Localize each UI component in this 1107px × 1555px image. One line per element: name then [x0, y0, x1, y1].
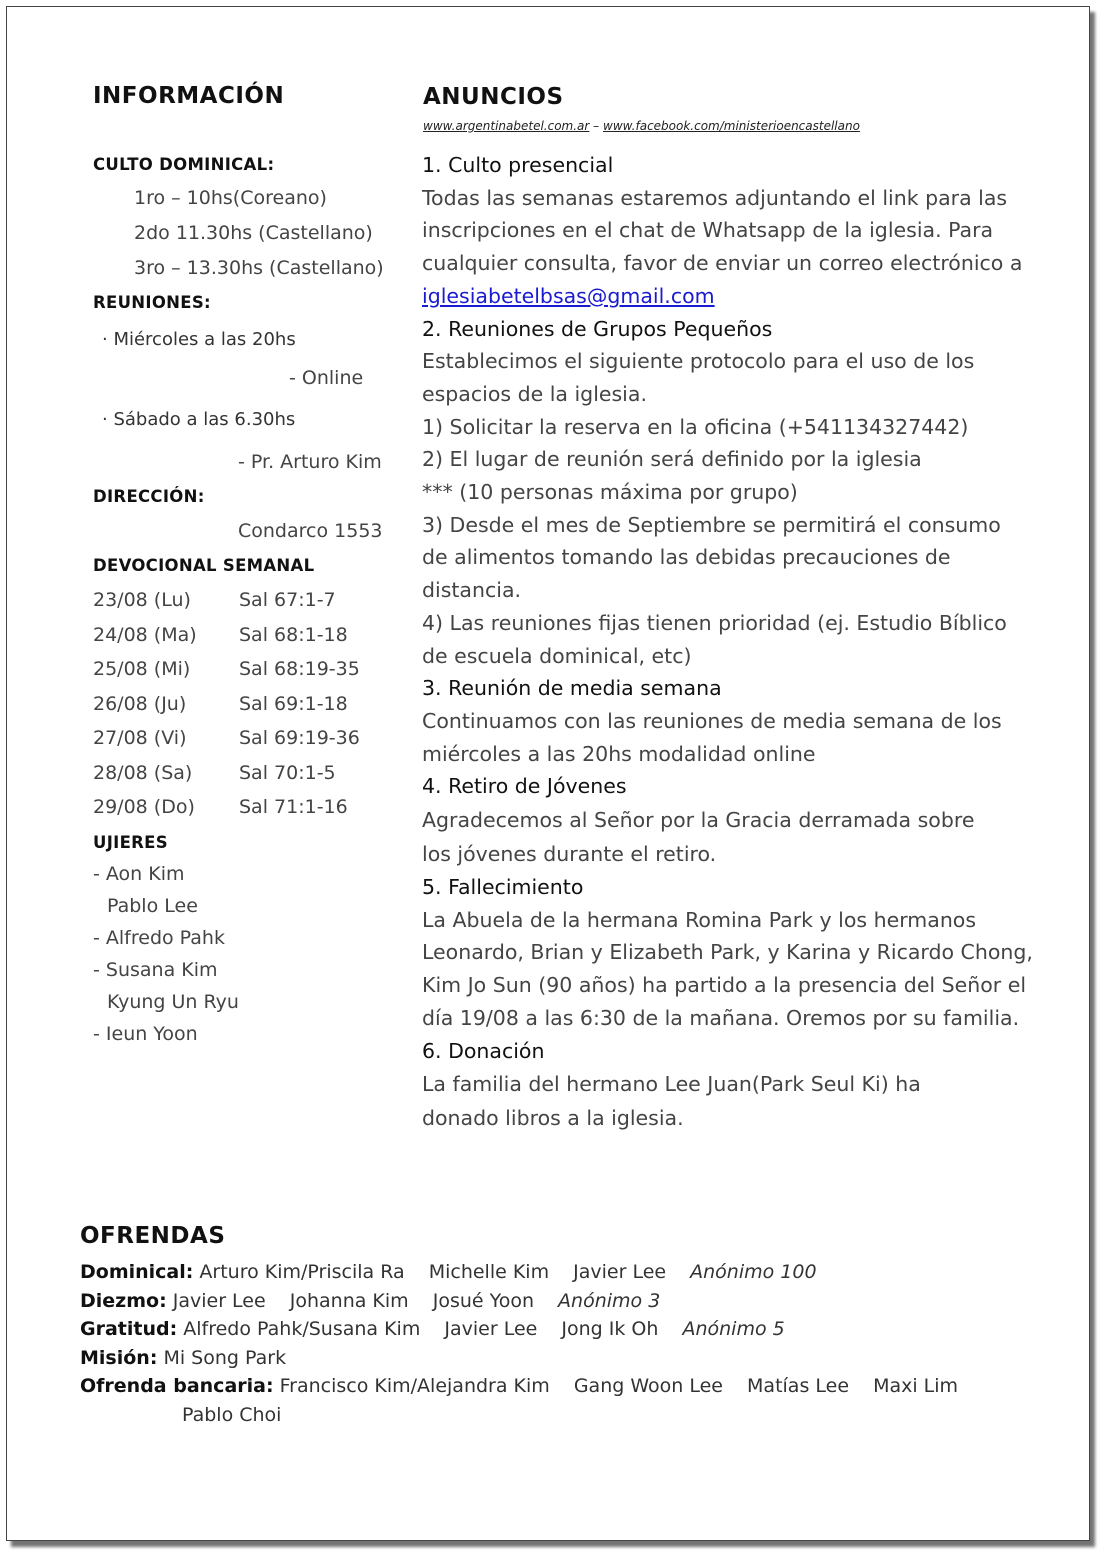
ujier-item: - Alfredo Pahk: [93, 927, 225, 949]
ofrenda-label: Dominical:: [80, 1261, 194, 1283]
ujier-item: - Aon Kim: [93, 863, 185, 885]
devocional-day: 29/08 (Do): [93, 796, 195, 818]
section-line: *** (10 personas máxima por grupo): [422, 480, 798, 505]
ofrenda-row-dominical: [80, 1258, 817, 1287]
ofrenda-name: Jong Ik Oh: [561, 1318, 659, 1340]
reunion-note: - Pr. Arturo Kim: [238, 451, 382, 473]
ofrenda-label: Diezmo:: [80, 1290, 167, 1312]
ofrenda-name: Matías Lee: [747, 1375, 850, 1397]
section-line: de alimentos tomando las debidas precauciones de: [422, 545, 951, 570]
reunion-item: · Miércoles a las 20hs: [102, 329, 296, 350]
culto-item: 1ro – 10hs(Coreano): [134, 187, 327, 209]
facebook-link[interactable]: www.facebook.com/ministerioencastellano: [603, 119, 860, 133]
ofrenda-row-bancaria: [80, 1372, 958, 1401]
ofrenda-label: Gratitud:: [80, 1318, 178, 1340]
ofrenda-name: Maxi Lim: [873, 1375, 959, 1397]
ofrenda-row-mision: [80, 1344, 286, 1373]
ujier-item: Kyung Un Ryu: [107, 991, 239, 1013]
ofrenda-name: Francisco Kim/Alejandra Kim: [279, 1375, 550, 1397]
section-title: 6. Donación: [422, 1038, 545, 1063]
section-title: 4. Retiro de Jóvenes: [422, 774, 627, 799]
section-line: día 19/08 a las 6:30 de la mañana. Oremos por su familia.: [422, 1005, 1020, 1030]
section-line: miércoles a las 20hs modalidad online: [422, 741, 816, 766]
direccion-label: DIRECCIÓN:: [93, 487, 205, 506]
section-line: 2) El lugar de reunión será definido por la iglesia: [422, 447, 922, 472]
link-separator: –: [589, 119, 603, 133]
section-title: 1. Culto presencial: [422, 153, 614, 177]
ujier-item: - Ieun Yoon: [93, 1023, 198, 1045]
reunion-note: - Online: [289, 367, 364, 389]
section-line: La familia del hermano Lee Juan(Park Seul Ki) ha: [422, 1072, 921, 1097]
section-line: distancia.: [422, 578, 522, 603]
ofrenda-row-gratitud: [80, 1315, 785, 1344]
section-line: 4) Las reuniones fijas tienen prioridad (ej. Estudio Bíblico: [422, 610, 1007, 635]
section-line: de escuela dominical, etc): [422, 643, 692, 668]
section-line: La Abuela de la hermana Romina Park y los hermanos: [422, 907, 977, 932]
reunion-item: · Sábado a las 6.30hs: [102, 409, 296, 430]
section-line: 1) Solicitar la reserva en la oficina (+541134327442): [422, 414, 969, 439]
section-line: Agradecemos al Señor por la Gracia derramada sobre: [422, 808, 975, 833]
section-line: Todas las semanas estaremos adjuntando el link para las: [422, 185, 1008, 210]
ofrenda-name: Pablo Choi: [182, 1404, 282, 1426]
ofrenda-name: Arturo Kim/Priscila Ra: [199, 1261, 405, 1283]
devocional-reading: Sal 70:1-5: [239, 762, 336, 784]
devocional-reading: Sal 68:19-35: [239, 658, 360, 680]
section-line: cualquier consulta, favor de enviar un correo electrónico a: [422, 251, 1023, 276]
bulletin-page: [6, 6, 1090, 1541]
ofrenda-anon: Anónimo 100: [690, 1261, 817, 1283]
section-line: los jóvenes durante el retiro.: [422, 842, 717, 867]
ofrenda-anon: Anónimo 3: [558, 1290, 661, 1312]
section-line: 3) Desde el mes de Septiembre se permitirá el consumo: [422, 512, 1001, 537]
ofrenda-label: Ofrenda bancaria:: [80, 1375, 274, 1397]
ofrenda-name: Gang Woon Lee: [573, 1375, 723, 1397]
section-title: 2. Reuniones de Grupos Pequeños: [422, 316, 773, 341]
section-title: 5. Fallecimiento: [422, 875, 584, 900]
ofrenda-name: Alfredo Pahk/Susana Kim: [183, 1318, 421, 1340]
section-line: espacios de la iglesia.: [422, 381, 647, 406]
direccion-value: Condarco 1553: [238, 520, 383, 542]
section-line: Continuamos con las reuniones de media semana de los: [422, 708, 1002, 733]
ofrenda-name: Javier Lee: [573, 1261, 667, 1283]
section-line: Kim Jo Sun (90 años) ha partido a la presencia del Señor el: [422, 973, 1027, 998]
email-link[interactable]: iglesiabetelbsas@gmail.com: [422, 283, 715, 308]
devocional-day: 28/08 (Sa): [93, 762, 193, 784]
devocional-reading: Sal 69:19-36: [239, 727, 360, 749]
ofrendas-title: OFRENDAS: [80, 1223, 226, 1249]
culto-item: 2do 11.30hs (Castellano): [134, 222, 373, 244]
ofrenda-name: Mi Song Park: [163, 1347, 287, 1369]
devocional-reading: Sal 68:1-18: [239, 624, 348, 646]
section-title: 3. Reunión de media semana: [422, 676, 722, 701]
section-line: inscripciones en el chat de Whatsapp de la iglesia. Para: [422, 218, 994, 243]
informacion-title: INFORMACIÓN: [93, 83, 285, 109]
anuncios-title: ANUNCIOS: [423, 84, 564, 110]
website-link[interactable]: www.argentinabetel.com.ar: [423, 119, 590, 133]
ujier-item: Pablo Lee: [107, 895, 198, 917]
devocional-day: 23/08 (Lu): [93, 589, 191, 611]
ofrenda-name: Javier Lee: [172, 1290, 266, 1312]
devocional-day: 24/08 (Ma): [93, 624, 197, 646]
section-line: Establecimos el siguiente protocolo para el uso de los: [422, 349, 975, 374]
ujier-item: - Susana Kim: [93, 959, 218, 981]
reuniones-label: REUNIONES:: [93, 293, 211, 312]
ofrenda-name: Johanna Kim: [289, 1290, 409, 1312]
web-links: [423, 119, 860, 133]
devocional-day: 25/08 (Mi): [93, 658, 191, 680]
ofrenda-anon: Anónimo 5: [682, 1318, 785, 1340]
devocional-reading: Sal 67:1-7: [239, 589, 336, 611]
ofrenda-name: Michelle Kim: [428, 1261, 550, 1283]
devocional-reading: Sal 71:1-16: [239, 796, 348, 818]
devocional-day: 27/08 (Vi): [93, 727, 187, 749]
devocional-label: DEVOCIONAL SEMANAL: [93, 556, 315, 575]
devocional-reading: Sal 69:1-18: [239, 693, 348, 715]
ofrenda-label: Misión:: [80, 1347, 158, 1369]
ofrenda-row-diezmo: [80, 1287, 660, 1316]
ujieres-label: UJIERES: [93, 833, 168, 852]
anuncios-body: [422, 149, 1042, 1135]
section-line: Leonardo, Brian y Elizabeth Park, y Karina y Ricardo Chong,: [422, 940, 1033, 965]
culto-label: CULTO DOMINICAL:: [93, 155, 275, 174]
devocional-day: 26/08 (Ju): [93, 693, 187, 715]
ofrenda-name: Josué Yoon: [432, 1290, 534, 1312]
section-line: donado libros a la iglesia.: [422, 1106, 684, 1131]
culto-item: 3ro – 13.30hs (Castellano): [134, 257, 384, 279]
ofrenda-name: Javier Lee: [444, 1318, 538, 1340]
